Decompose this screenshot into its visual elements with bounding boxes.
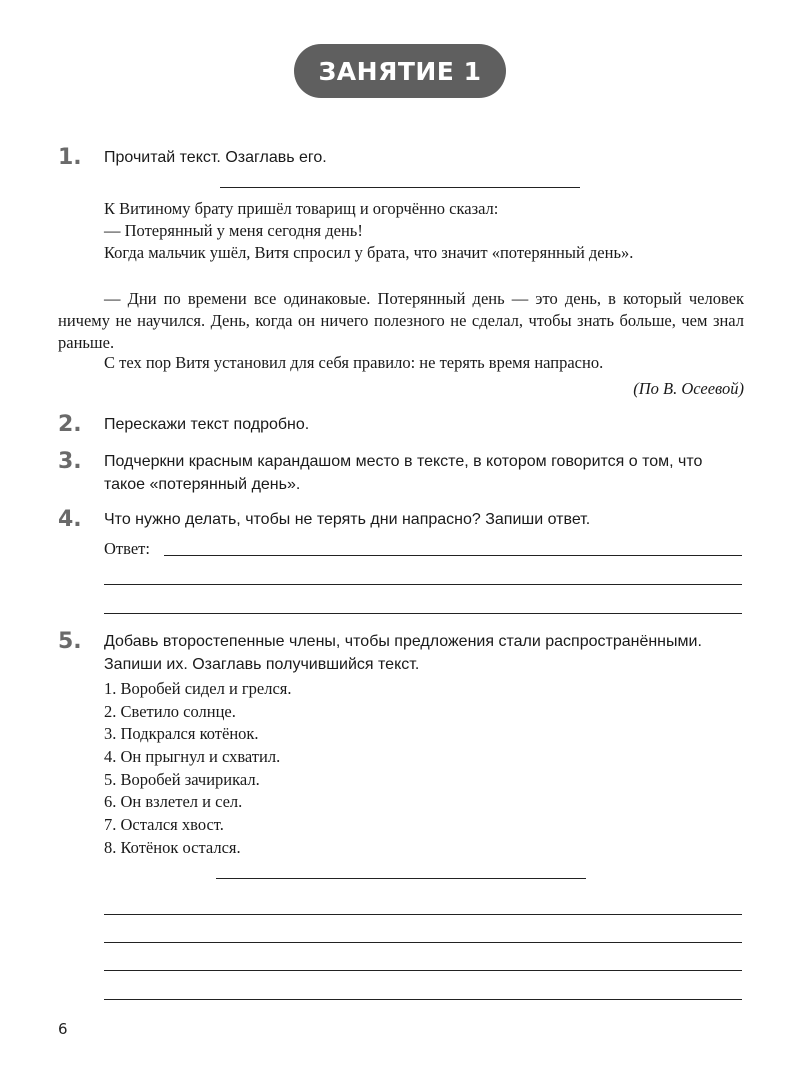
page-number: 6 [58,1020,68,1038]
answer-line[interactable] [104,914,742,915]
story-paragraph: С тех пор Витя установил для себя правило: не терять время напрасно. [104,353,604,372]
task-5-number: 5. [58,629,82,654]
story-paragraph: — Потерянный у меня сегодня день! [104,221,363,240]
answer-line[interactable] [104,613,742,614]
story-paragraph: К Витиному брату пришёл товарищ и огорчённо сказал: [104,199,499,218]
list-item: 1. Воробей сидел и грелся. [104,679,292,698]
answer-line[interactable] [104,584,742,585]
title-answer-line[interactable] [216,878,586,879]
answer-label: Ответ: [104,539,150,558]
answer-line[interactable] [104,999,742,1000]
answer-line[interactable] [104,970,742,971]
answer-line[interactable] [104,942,742,943]
task-5-prompt: Добавь второстепенные члены, чтобы предложения стали распространёнными. Запиши их. Озаглавь получившийся текст. [104,633,702,673]
list-item: 6. Он взлетел и сел. [104,792,243,812]
list-item: 3. Подкрался котёнок. [104,724,259,744]
list-item: 2. Светило солнце. [104,701,236,721]
story-paragraph: — Дни по времени все одинаковые. Потерянный день — это день, в который человек ничему не научился. День, когда он ничего полезного не сделал, чтобы знать больше, чем знал раньше. [58,289,744,352]
task-4-number: 4. [58,507,82,532]
story-paragraph: Когда мальчик ушёл, Витя спросил у брата, что значит «потерянный день». [104,243,634,262]
task-1-prompt: Прочитай текст. Озаглавь его. [104,149,327,166]
task-2-prompt: Перескажи текст подробно. [104,416,310,433]
task-1-number: 1. [58,145,82,170]
title-answer-line[interactable] [220,187,580,188]
sentence-list [104,678,604,860]
list-item: 7. Остался хвост. [104,815,224,835]
story-author: (По В. Осеевой) [633,379,744,398]
lesson-title: ЗАНЯТИЕ 1 [294,44,506,98]
task-3-number: 3. [58,449,82,474]
task-3-prompt: Подчеркни красным карандашом место в тексте, в котором говорится о том, что такое «потерянный день». [104,453,703,493]
task-4-prompt: Что нужно делать, чтобы не терять дни напрасно? Запиши ответ. [104,511,591,528]
list-item: 8. Котёнок остался. [104,837,241,857]
list-item: 4. Он прыгнул и схватил. [104,747,281,767]
answer-line[interactable] [164,555,742,556]
task-2-number: 2. [58,412,82,437]
list-item: 5. Воробей зачирикал. [104,769,260,789]
